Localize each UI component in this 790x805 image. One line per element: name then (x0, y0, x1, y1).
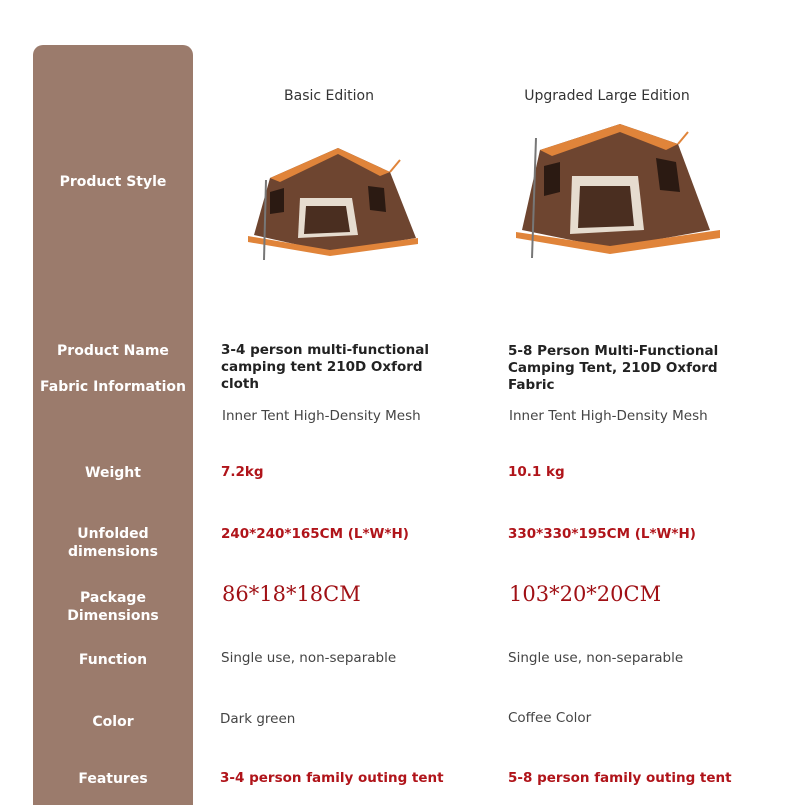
function-basic: Single use, non-separable (221, 650, 397, 666)
column-title-basic: Basic Edition (284, 88, 374, 104)
tent-image (510, 118, 725, 263)
label-fabric-information: Fabric Information (40, 379, 186, 395)
color-basic: Dark green (220, 711, 296, 727)
tent-image (240, 140, 425, 265)
sidebar-panel (33, 45, 193, 805)
label-package-dimensions: Package Dimensions (67, 590, 159, 624)
features-basic: 3-4 person family outing tent (220, 770, 444, 786)
fabric-upgraded: Inner Tent High-Density Mesh (509, 408, 708, 424)
features-upgraded: 5-8 person family outing tent (508, 770, 732, 786)
label-features: Features (78, 771, 148, 787)
label-function: Function (78, 652, 148, 668)
package-upgraded: 103*20*20CM (509, 582, 662, 606)
label-product-style: Product Style (59, 174, 167, 190)
fabric-basic: Inner Tent High-Density Mesh (222, 408, 421, 424)
column-title-upgraded: Upgraded Large Edition (524, 88, 690, 104)
label-weight: Weight (85, 465, 141, 481)
weight-upgraded: 10.1 kg (508, 464, 565, 480)
color-upgraded: Coffee Color (508, 710, 592, 726)
unfolded-upgraded: 330*330*195CM (L*W*H) (508, 526, 696, 542)
weight-basic: 7.2kg (221, 464, 264, 480)
package-basic: 86*18*18CM (222, 582, 361, 606)
product-name-basic: 3-4 person multi-functional camping tent 210D Oxford cloth (221, 342, 429, 392)
unfolded-basic: 240*240*165CM (L*W*H) (221, 526, 409, 542)
product-name-upgraded: 5-8 Person Multi-Functional Camping Tent, 210D Oxford Fabric (508, 343, 719, 393)
label-product-name: Product Name (57, 343, 169, 359)
label-unfolded-dimensions: Unfolded dimensions (68, 526, 158, 560)
label-color: Color (92, 714, 134, 730)
function-upgraded: Single use, non-separable (508, 650, 684, 666)
